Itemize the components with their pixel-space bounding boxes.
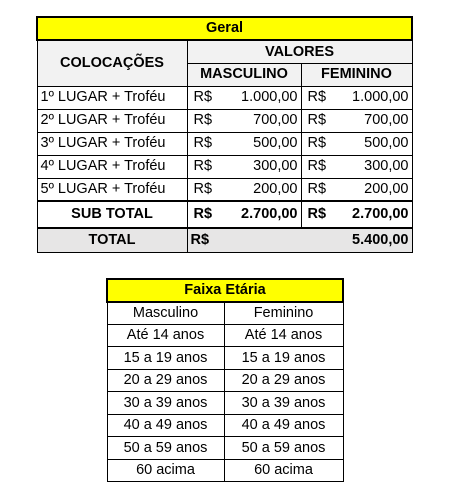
table-row bbox=[37, 132, 412, 155]
masculino-prize bbox=[187, 109, 301, 132]
masculino-prize bbox=[187, 155, 301, 178]
currency: R$ bbox=[307, 112, 327, 129]
age-range-feminino: Até 14 anos bbox=[224, 324, 343, 347]
placement-label: 3º LUGAR + Troféu bbox=[37, 132, 187, 155]
table-row bbox=[107, 437, 343, 460]
feminino-prize bbox=[301, 178, 412, 201]
table-row bbox=[107, 347, 343, 370]
amount: 2.700,00 bbox=[241, 206, 298, 223]
age-range-table bbox=[106, 278, 344, 482]
amount: 2.700,00 bbox=[352, 206, 409, 223]
feminino-prize bbox=[301, 155, 412, 178]
masculino-header: MASCULINO bbox=[187, 63, 301, 86]
masculino-prize bbox=[187, 86, 301, 109]
currency: R$ bbox=[307, 206, 327, 223]
table-row bbox=[107, 392, 343, 415]
amount: 700,00 bbox=[364, 112, 409, 129]
feminino-header: FEMININO bbox=[301, 63, 412, 86]
age-range-masculino: 60 acima bbox=[107, 459, 224, 482]
amount: 1.000,00 bbox=[241, 89, 298, 106]
masculino-prize bbox=[187, 178, 301, 201]
amount: 1.000,00 bbox=[352, 89, 409, 106]
table-row bbox=[107, 369, 343, 392]
table-row bbox=[37, 178, 412, 201]
amount: 500,00 bbox=[253, 135, 298, 152]
age-range-masculino: 50 a 59 anos bbox=[107, 437, 224, 460]
currency: R$ bbox=[193, 181, 213, 197]
age-range-masculino: 15 a 19 anos bbox=[107, 347, 224, 370]
age-range-feminino: 50 a 59 anos bbox=[224, 437, 343, 460]
subtotal-masculino bbox=[187, 201, 301, 228]
total-row bbox=[37, 228, 412, 253]
currency: R$ bbox=[193, 112, 213, 129]
placement-label: 1º LUGAR + Troféu bbox=[37, 86, 187, 109]
currency: R$ bbox=[193, 135, 213, 152]
table-row bbox=[37, 109, 412, 132]
amount: 200,00 bbox=[364, 181, 409, 197]
currency: R$ bbox=[307, 135, 327, 152]
age-range-masculino: 40 a 49 anos bbox=[107, 414, 224, 437]
total-label: TOTAL bbox=[37, 228, 187, 253]
subtotal-row bbox=[37, 201, 412, 228]
age-range-masculino: 30 a 39 anos bbox=[107, 392, 224, 415]
currency: R$ bbox=[193, 89, 213, 106]
age-range-masculino: Até 14 anos bbox=[107, 324, 224, 347]
currency: R$ bbox=[193, 158, 213, 175]
colocacoes-header: COLOCAÇÕES bbox=[37, 40, 187, 86]
age-range-feminino: 15 a 19 anos bbox=[224, 347, 343, 370]
table-row bbox=[107, 414, 343, 437]
geral-title: Geral bbox=[37, 17, 412, 40]
faixa-title: Faixa Etária bbox=[107, 279, 343, 302]
amount: 700,00 bbox=[253, 112, 298, 129]
amount: 200,00 bbox=[253, 181, 298, 197]
age-range-feminino: 40 a 49 anos bbox=[224, 414, 343, 437]
total-amount: 5.400,00 bbox=[301, 228, 412, 253]
faixa-feminino-header: Feminino bbox=[224, 302, 343, 325]
currency: R$ bbox=[307, 181, 327, 197]
table-row bbox=[37, 86, 412, 109]
currency: R$ bbox=[193, 206, 213, 223]
total-currency: R$ bbox=[187, 228, 301, 253]
currency: R$ bbox=[307, 89, 327, 106]
faixa-masculino-header: Masculino bbox=[107, 302, 224, 325]
age-range-feminino: 60 acima bbox=[224, 459, 343, 482]
prize-table-geral bbox=[36, 16, 413, 253]
feminino-prize bbox=[301, 86, 412, 109]
table-row bbox=[107, 459, 343, 482]
amount: 300,00 bbox=[364, 158, 409, 175]
valores-header: VALORES bbox=[187, 40, 412, 63]
age-range-masculino: 20 a 29 anos bbox=[107, 369, 224, 392]
amount: 300,00 bbox=[253, 158, 298, 175]
placement-label: 4º LUGAR + Troféu bbox=[37, 155, 187, 178]
subtotal-label: SUB TOTAL bbox=[37, 201, 187, 228]
currency: R$ bbox=[307, 158, 327, 175]
age-range-feminino: 30 a 39 anos bbox=[224, 392, 343, 415]
age-range-feminino: 20 a 29 anos bbox=[224, 369, 343, 392]
placement-label: 2º LUGAR + Troféu bbox=[37, 109, 187, 132]
masculino-prize bbox=[187, 132, 301, 155]
amount: 500,00 bbox=[364, 135, 409, 152]
placement-label: 5º LUGAR + Troféu bbox=[37, 178, 187, 201]
feminino-prize bbox=[301, 132, 412, 155]
table-row bbox=[107, 324, 343, 347]
subtotal-feminino bbox=[301, 201, 412, 228]
feminino-prize bbox=[301, 109, 412, 132]
table-row bbox=[37, 155, 412, 178]
